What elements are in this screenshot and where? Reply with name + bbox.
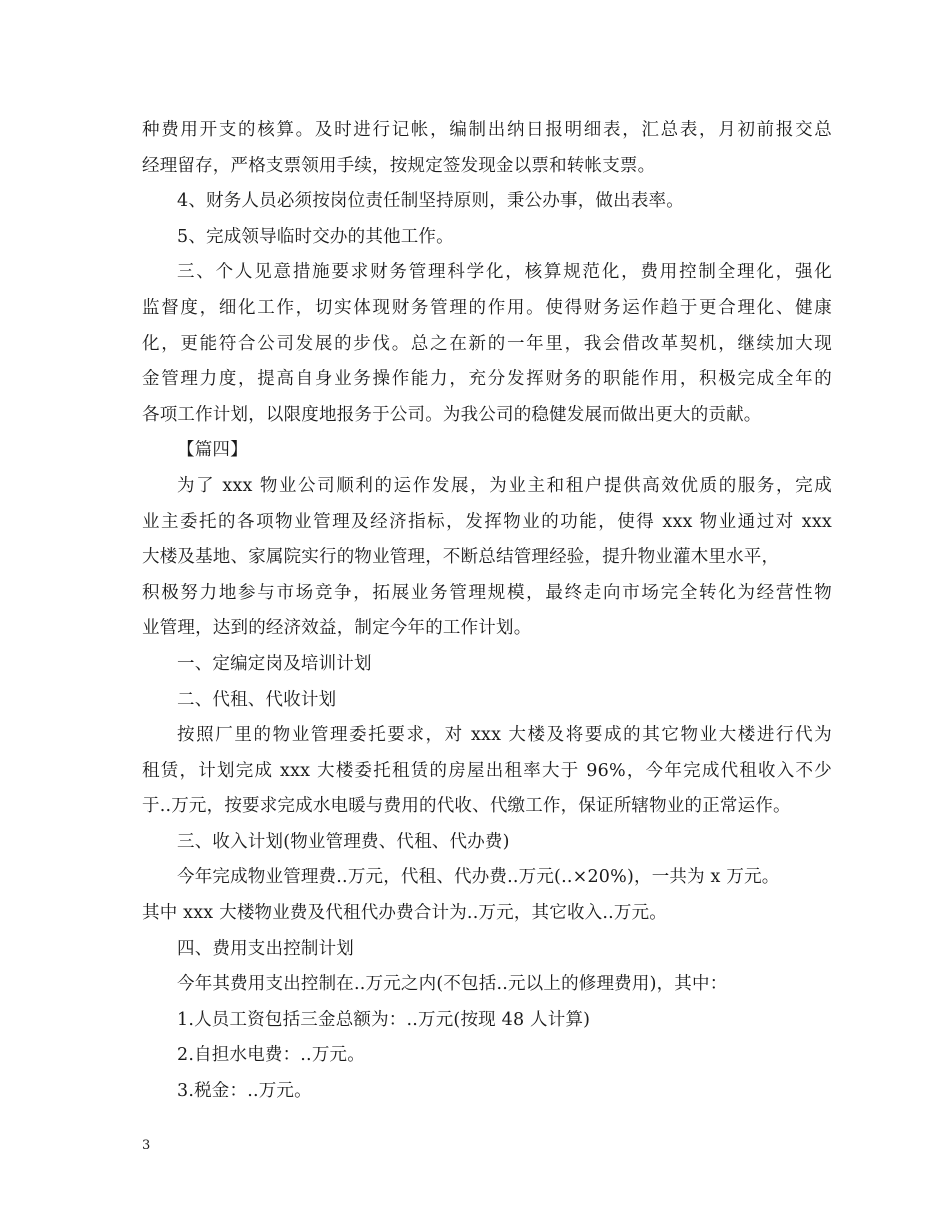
text-line: 三、个人见意措施要求财务管理科学化，核算规范化，费用控制全理化，强化: [177, 262, 832, 283]
text-line: 经理留存，严格支票领用手续，按规定签发现金以票和转帐支票。: [142, 155, 656, 176]
text-line: 四、费用支出控制计划: [177, 938, 354, 959]
text-line: 5、完成领导临时交办的其他工作。: [177, 226, 454, 247]
text-line: 【篇四】: [177, 440, 248, 461]
text-line: 金管理力度，提高自身业务操作能力，充分发挥财务的职能作用，积极完成全年的: [142, 369, 832, 390]
text-line: 监督度，细化工作，切实体现财务管理的作用。使得财务运作趋于更合理化、健康: [142, 297, 832, 318]
text-line: 其中 xxx 大楼物业费及代租代办费合计为..万元，其它收入..万元。: [142, 903, 667, 924]
document-body: [142, 113, 832, 1110]
text-line: 4、财务人员必须按岗位责任制坚持原则，秉公办事，做出表率。: [177, 191, 684, 212]
text-line: 三、收入计划(物业管理费、代租、代办费): [177, 831, 510, 852]
text-line: 于..万元，按要求完成水电暖与费用的代收、代缴工作，保证所辖物业的正常运作。: [142, 796, 791, 817]
text-line: 种费用开支的核算。及时进行记帐，编制出纳日报明细表，汇总表，月初前报交总: [142, 120, 832, 140]
text-line: 为了 xxx 物业公司顺利的运作发展，为业主和租户提供高效优质的服务，完成: [177, 475, 832, 496]
text-line: 租赁，计划完成 xxx 大楼委托租赁的房屋出租率大于 96%，今年完成代租收入不少: [142, 760, 832, 781]
text-line: 今年完成物业管理费..万元，代租、代办费..万元(..×20%)，一共为 x 万元。: [177, 867, 780, 888]
text-line: 各项工作计划，以限度地报务于公司。为我公司的稳健发展而做出更大的贡献。: [142, 404, 762, 425]
text-line: 二、代租、代收计划: [177, 689, 337, 710]
text-line: 1.人员工资包括三金总额为：..万元(按现 48 人计算): [177, 1009, 591, 1030]
text-line: 业管理，达到的经济效益，制定今年的工作计划。: [142, 618, 532, 639]
text-line: 积极努力地参与市场竞争，拓展业务管理规模，最终走向市场完全转化为经营性物: [142, 582, 832, 603]
page-number: 3: [142, 1138, 151, 1153]
text-line: 今年其费用支出控制在..万元之内(不包括..元以上的修理费用)，其中：: [177, 974, 728, 995]
text-line: 一、定编定岗及培训计划: [177, 653, 372, 674]
text-line: 2.自担水电费：..万元。: [177, 1045, 365, 1066]
text-line: 业主委托的各项物业管理及经济指标，发挥物业的功能，使得 xxx 物业通过对 xxx: [142, 511, 832, 532]
text-line: 化，更能符合公司发展的步伐。总之在新的一年里，我会借改革契机，继续加大现: [142, 333, 832, 354]
text-line: 大楼及基地、家属院实行的物业管理，不断总结管理经验，提升物业灌木里水平，: [142, 547, 780, 568]
text-line: 按照厂里的物业管理委托要求，对 xxx 大楼及将要成的其它物业大楼进行代为: [177, 725, 832, 746]
text-line: 3.税金：..万元。: [177, 1081, 312, 1102]
